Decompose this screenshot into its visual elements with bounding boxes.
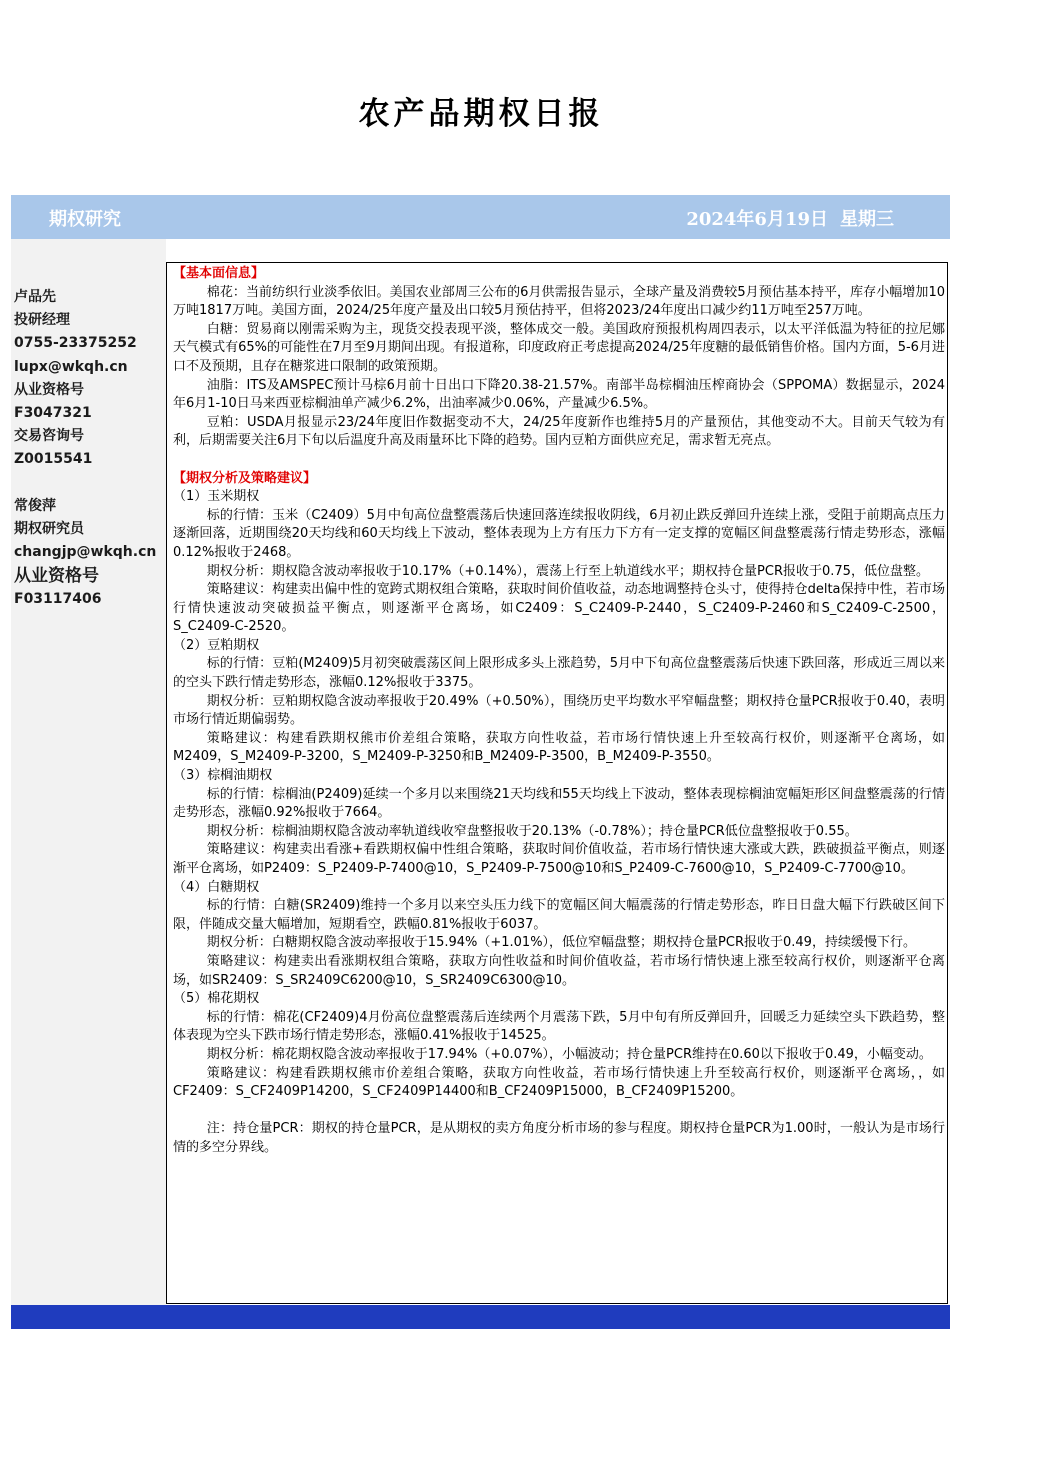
sugar-option-analysis: 期权分析：白糖期权隐含波动率报收于15.94%（+1.01%），低位窄幅盘整；期权持仓量PCR报收于0.49，持续缓慢下行。 — [206, 935, 916, 951]
section-title-soymeal: （2）豆粕期权 — [173, 637, 260, 653]
pcr-note: 注：持仓量PCR：期权的持仓量PCR，是从期权的卖方角度分析市场的参与程度。期权持仓量PCR为1.00时，一般认为是市场行情的多空分界线。 — [173, 1121, 945, 1155]
contact-consult-label: 交易咨询号 — [14, 428, 84, 445]
palm-oil-option-analysis: 期权分析：棕榈油期权隐含波动率轨道线收窄盘整报收于20.13%（-0.78%）；持仓量PCR低位盘整报收于0.55。 — [206, 823, 858, 839]
palm-oil-underlying: 标的行情：棕榈油(P2409)延续一个多月以来围绕21天均线和55天均线上下波动，整体表现棕榈油宽幅矩形区间盘整震荡的行情走势形态，涨幅0.92%报收于7664。 — [173, 786, 945, 821]
sugar-underlying: 标的行情：白糖(SR2409)维持一个多月以来空头压力线下的宽幅区间大幅震荡的行情走势形态，昨日日盘大幅下行跌破区间下限，伴随成交量大幅增加，短期看空，跌幅0.81%报收于6037。 — [173, 898, 945, 932]
contact-license-label: 从业资格号 — [14, 381, 84, 398]
palm-oil-strategy: 策略建议：构建卖出看涨+看跌期权偏中性组合策略，获取时间价值收益，若市场行情快速大涨或大跌，跌破损益平衡点，则逐渐平仓离场，如P2409：S_P2409-P-7400@10，S_P2409-P-7500@10和S_P2409-C-7600@10，S_P2409-C-7700@10。 — [173, 842, 945, 876]
contact-role: 投研经理 — [14, 312, 70, 329]
cotton-underlying: 标的行情：棉花(CF2409)4月份高位盘整震荡后连续两个月震荡下跌，5月中旬有所反弹回升，回暖乏力延续空头下跌趋势，整体表现为空头下跌市场行情走势形态，涨幅0.41%报收于14525。 — [173, 1009, 945, 1044]
corn-option-analysis: 期权分析：期权隐含波动率报收于10.17%（+0.14%），震荡上行至上轨道线水平；期权持仓量PCR报收于0.75，低位盘整。 — [206, 563, 929, 579]
section-title-sugar: （4）白糖期权 — [173, 879, 260, 895]
contact-license-number: F3047321 — [14, 405, 92, 422]
section-title-palm-oil: （3）棕榈油期权 — [173, 768, 273, 784]
weekday-text: 星期三 — [840, 209, 894, 230]
contact-email[interactable]: changjp@wkqh.cn — [14, 544, 157, 561]
contact-license-label: 从业资格号 — [14, 565, 99, 586]
contact-role: 期权研究员 — [14, 521, 84, 538]
section-title-corn: （1）玉米期权 — [173, 489, 260, 505]
fundamentals-soymeal: 豆粕：USDA月报显示23/24年度旧作数据变动不大，24/25年度新作也维持5月的产量预估，其他变动不大。目前天气较为有利，后期需要关注6月下旬以后温度升高及雨量环比下降的趋势。国内豆粕方面供应充足，需求暂无亮点。 — [173, 414, 945, 449]
contact-card — [14, 286, 137, 472]
contact-sidebar — [11, 239, 166, 1305]
contact-name: 卢品先 — [14, 289, 56, 305]
corn-strategy: 策略建议：构建卖出偏中性的宽跨式期权组合策略，获取时间价值收益，动态地调整持仓头寸，使得持仓delta保持中性，若市场行情快速波动突破损益平衡点，则逐渐平仓离场，如C2409：S_C2409-P-2440，S_C2409-P-2460和S_C2409-C-2500，S_C2409-C-2520。 — [173, 582, 945, 635]
soymeal-strategy: 策略建议：构建看跌期权熊市价差组合策略，获取方向性收益，若市场行情快速上升至较高行权价，则逐渐平仓离场，如M2409，S_M2409-P-3200，S_M2409-P-3250和B_M2409-P-3500，B_M2409-P-3550。 — [173, 730, 945, 765]
date-text: 2024年6月19日 — [686, 209, 828, 230]
contact-phone: 0755-23375252 — [14, 335, 137, 352]
report-title: 农产品期权日报 — [358, 96, 604, 132]
fundamentals-heading: 【基本面信息】 — [173, 266, 265, 281]
contact-card — [14, 495, 156, 611]
soymeal-option-analysis: 期权分析：豆粕期权隐含波动率报收于20.49%（+0.50%），围绕历史平均数水平窄幅盘整；期权持仓量PCR报收于0.40，表明市场行情近期偏弱势。 — [173, 693, 945, 728]
section-label: 期权研究 — [49, 209, 121, 230]
cotton-option-analysis: 期权分析：棉花期权隐含波动率报收于17.94%（+0.07%），小幅波动；持仓量PCR维持在0.60以下报收于0.49，小幅变动。 — [206, 1046, 932, 1062]
header-bar — [11, 195, 950, 239]
fundamentals-cotton: 棉花：当前纺织行业淡季依旧。美国农业部周三公布的6月供需报告显示，全球产量及消费较5月预估基本持平，库存小幅增加10万吨1817万吨。美国方面，2024/25年度产量及出口较5月预估持平，但将2023/24年度出口减少约11万吨至257万吨。 — [173, 284, 945, 319]
fundamentals-oil: 油脂：ITS及AMSPEC预计马棕6月前十日出口下降20.38-21.57%。南部半岛棕榈油压榨商协会（SPPOMA）数据显示，2024年6月1-10日马来西亚棕榈油单产减少6.2%，出油率减少0.06%，产量减少6.5%。 — [173, 377, 945, 412]
fundamentals-sugar: 白糖：贸易商以刚需采购为主，现货交投表现平淡，整体成交一般。美国政府预报机构周四表示，以太平洋低温为特征的拉尼娜天气模式有65%的可能性在7月至9月期间出现。有报道称，印度政府正考虑提高2024/25年度糖的最低销售价格。国内方面，5-6月进口不及预期，且存在糖浆进口限制的政策预期。 — [173, 321, 945, 374]
sugar-strategy: 策略建议：构建卖出看涨期权组合策略，获取方向性收益和时间价值收益，若市场行情快速上涨至较高行权价，则逐渐平仓离场，如SR2409：S_SR2409C6200@10，S_SR2409C6300@10。 — [173, 953, 945, 988]
corn-underlying: 标的行情：玉米（C2409）5月中旬高位盘整震荡后快速回落连续报收阴线，6月初止跌反弹回升连续上涨，受阻于前期高点压力逐渐回落，近期围绕20天均线和60天均线上下波动，整体表现为上方有压力下方有一定支撑的宽幅区间盘整震荡行情走势形态，涨幅0.12%报收于2468。 — [173, 507, 945, 560]
cotton-strategy: 策略建议：构建看跌期权熊市价差组合策略，获取方向性收益，若市场行情快速上升至较高行权价，则逐渐平仓离场，，如CF2409：S_CF2409P14200，S_CF2409P14400和B_CF2409P15000，B_CF2409P15200。 — [173, 1065, 945, 1100]
soymeal-underlying: 标的行情：豆粕(M2409)5月初突破震荡区间上限形成多头上涨趋势，5月中下旬高位盘整震荡后快速下跌回落，形成近三周以来的空头下跌行情走势形态，涨幅0.12%报收于3375。 — [173, 656, 945, 691]
analysis-heading: 【期权分析及策略建议】 — [173, 470, 317, 486]
footer-bar — [11, 1305, 950, 1329]
contact-license-number: F03117406 — [14, 590, 102, 607]
report-body — [166, 262, 948, 1304]
report-content — [173, 265, 945, 1158]
section-title-cotton: （5）棉花期权 — [173, 991, 260, 1007]
report-date — [686, 205, 894, 231]
contact-name: 常俊萍 — [14, 498, 56, 514]
contact-consult-number: Z0015541 — [14, 451, 93, 468]
contact-email[interactable]: lupx@wkqh.cn — [14, 358, 128, 375]
